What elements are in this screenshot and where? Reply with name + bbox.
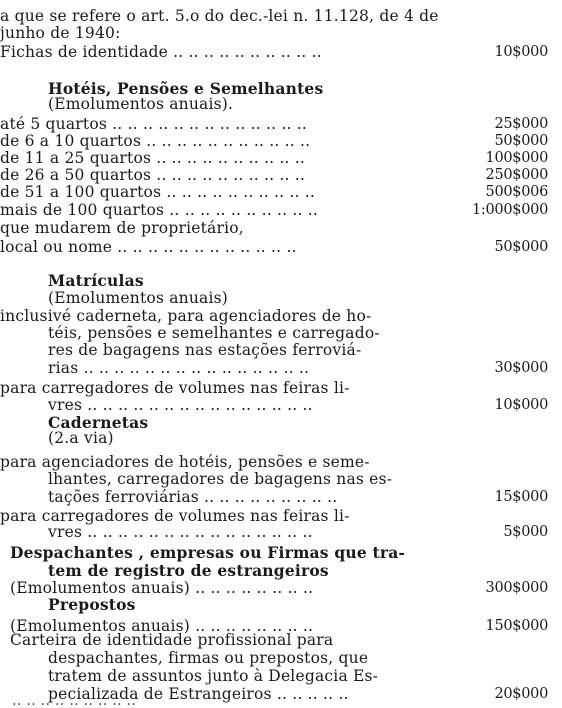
document-line (0, 489, 548, 506)
fee-amount: 15$000 (494, 489, 548, 505)
document-line (0, 167, 548, 184)
fee-amount: 500$006 (485, 184, 548, 200)
line-text: de 11 a 25 quartos .. .. .. .. .. .. .. .. .. .. (0, 149, 305, 167)
document-line (0, 454, 548, 471)
document-line (0, 272, 548, 289)
line-text: tem de registro de estrangeiros (48, 561, 329, 580)
document-line (0, 44, 548, 61)
document-line (0, 524, 548, 541)
fee-amount: 150$000 (485, 618, 548, 634)
fee-amount: 1:000$000 (472, 202, 548, 218)
line-text: Prepostos (48, 595, 136, 614)
line-text: para carregadores de volumes nas feiras li- (0, 507, 350, 525)
fee-amount: 30$000 (494, 360, 548, 376)
document-line (0, 360, 548, 377)
document-line (0, 25, 548, 42)
document-line (0, 184, 548, 201)
line-text: de 51 a 100 quartos .. .. .. .. .. .. .. .. .. .. (0, 183, 316, 201)
document-line (0, 562, 548, 579)
fee-amount: 50$000 (494, 239, 548, 255)
fee-amount: 5$000 (503, 524, 548, 540)
fee-amount: 25$000 (494, 116, 548, 132)
line-text: tações ferroviárias .. .. .. .. .. .. .. .. .. (48, 488, 338, 506)
document-line (0, 668, 548, 685)
line-text: inclusivé caderneta, para agenciadores de ho- (0, 307, 372, 325)
line-text: mais de 100 quartos .. .. .. .. .. .. .. .. .. .. (0, 201, 318, 219)
line-text: para carregadores de volumes nas feiras li- (0, 379, 350, 397)
document-line (0, 133, 548, 150)
document-line (0, 325, 548, 342)
line-text: Matrículas (48, 271, 144, 290)
line-text: tratem de assuntos junto à Delegacia Es- (48, 667, 379, 685)
line-text: Fichas de identidade .. .. .. .. .. .. .. .. .. .. (0, 43, 322, 61)
line-text: (Emolumentos anuais) (48, 289, 229, 307)
line-text: téis, pensões e semelhantes e carregado- (48, 324, 380, 342)
document-line (0, 116, 548, 133)
line-text: de 26 a 50 quartos .. .. .. .. .. .. .. .. .. .. (0, 166, 305, 184)
document-line (0, 430, 548, 447)
line-text: pecializada de Estrangeiros .. .. .. .. .. (48, 685, 349, 703)
document-line (0, 150, 548, 167)
document-line (0, 96, 548, 113)
line-text: a que se refere o art. 5.o do dec.-lei n. 11.128, de 4 de (0, 7, 439, 25)
document-line (0, 239, 548, 256)
fee-amount: 100$000 (485, 150, 548, 166)
line-text: de 6 a 10 quartos .. .. .. .. .. .. .. .. .. .. .. (0, 132, 311, 150)
line-text: rias .. .. .. .. .. .. .. .. .. .. .. .. .. .. .. (48, 359, 310, 377)
fee-amount: 20$000 (494, 686, 548, 702)
document-line (0, 342, 548, 359)
line-text: Despachantes , empresas ou Firmas que tra- (10, 543, 406, 562)
line-text: Carteira de identidade profissional para (10, 631, 334, 649)
document-line (0, 8, 548, 25)
line-text: (Emolumentos anuais) .. .. .. .. .. .. .. .. (10, 617, 314, 635)
fee-amount: 300$000 (485, 580, 548, 596)
cut-off-line-fragment (0, 700, 548, 708)
document-line (0, 220, 548, 237)
line-text: até 5 quartos .. .. .. .. .. .. .. .. .. .. .. .. .. (0, 115, 307, 133)
document-line (0, 397, 548, 414)
document-line (0, 650, 548, 667)
document-line (0, 544, 548, 561)
document-line (0, 471, 548, 488)
line-text: que mudarem de proprietário, (0, 219, 244, 237)
line-text: vres .. .. .. .. .. .. .. .. .. .. .. .. .. .. .. (48, 523, 313, 541)
line-text: despachantes, firmas ou prepostos, que (48, 649, 369, 667)
document-line (0, 290, 548, 307)
line-text: (Emolumentos anuais) .. .. .. .. .. .. .. .. (10, 579, 314, 597)
line-text: (2.a via) (48, 429, 114, 447)
fee-amount: 250$000 (485, 167, 548, 183)
document-line (0, 632, 548, 649)
fee-amount: 50$000 (494, 133, 548, 149)
line-text: vres .. .. .. .. .. .. .. .. .. .. .. .. .. .. .. (48, 396, 313, 414)
line-text: junho de 1940: (0, 24, 121, 42)
line-text: (Emolumentos anuais). (48, 95, 234, 113)
line-text: Hotéis, Pensões e Semelhantes (48, 79, 324, 98)
line-text: Cadernetas (48, 413, 149, 432)
fee-amount: 10$000 (494, 397, 548, 413)
document-line (0, 202, 548, 219)
document-line (0, 308, 548, 325)
fee-amount: 10$000 (494, 44, 548, 60)
document-line (0, 380, 548, 397)
line-text: para agenciadores de hotéis, pensões e seme- (0, 453, 370, 471)
document-line (0, 596, 548, 613)
line-text: res de bagagens nas estações ferroviá- (48, 341, 362, 359)
line-text: lhantes, carregadores de bagagens nas es- (48, 470, 393, 488)
line-text: local ou nome .. .. .. .. .. .. .. .. .. .. .. .. (0, 238, 297, 256)
